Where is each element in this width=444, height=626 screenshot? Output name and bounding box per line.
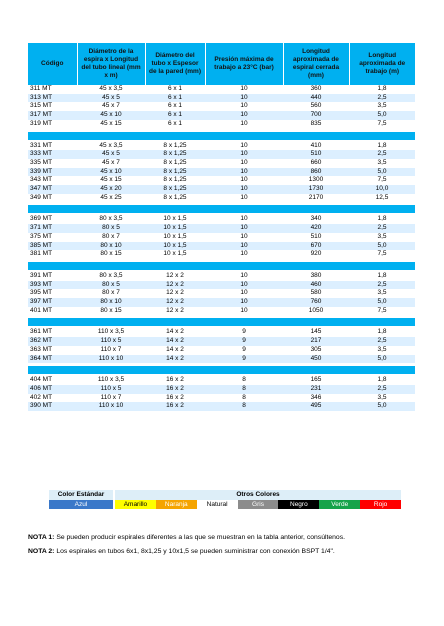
cell-code: 362 MT (28, 337, 77, 346)
table-row (28, 337, 415, 346)
table-row (28, 111, 415, 120)
cell-tube-diameter-wall: 16 x 2 (145, 376, 205, 385)
other-colors-title: Otros Colores (115, 490, 401, 500)
table-row (28, 281, 415, 290)
cell-code: 404 MT (28, 376, 77, 385)
table-row (28, 394, 415, 403)
cell-coil-diameter-length: 45 x 5 (77, 94, 145, 103)
cell-code: 331 MT (28, 142, 77, 151)
cell-working-length: 3,5 (349, 159, 415, 168)
cell-coil-diameter-length: 45 x 20 (77, 185, 145, 194)
cell-coil-diameter-length: 45 x 5 (77, 150, 145, 159)
cell-coil-diameter-length: 45 x 10 (77, 111, 145, 120)
cell-coil-diameter-length: 80 x 10 (77, 298, 145, 307)
table-row (28, 289, 415, 298)
note-2 (28, 547, 335, 556)
table-row (28, 176, 415, 185)
group-separator (28, 366, 415, 374)
table-row (28, 185, 415, 194)
table-row (28, 168, 415, 177)
group-separator (28, 205, 415, 213)
cell-max-pressure: 8 (205, 394, 283, 403)
table-row (28, 307, 415, 316)
cell-tube-diameter-wall: 14 x 2 (145, 355, 205, 364)
cell-coil-diameter-length: 80 x 3,5 (77, 272, 145, 281)
cell-max-pressure: 10 (205, 111, 283, 120)
table-row (28, 242, 415, 251)
cell-code: 371 MT (28, 224, 77, 233)
cell-working-length: 7,5 (349, 307, 415, 316)
cell-tube-diameter-wall: 6 x 1 (145, 94, 205, 103)
color-swatch-rojo: Rojo (360, 500, 401, 509)
cell-closed-length: 660 (283, 159, 349, 168)
cell-closed-length: 410 (283, 142, 349, 151)
cell-coil-diameter-length: 80 x 10 (77, 242, 145, 251)
cell-coil-diameter-length: 110 x 3,5 (77, 328, 145, 337)
cell-closed-length: 1300 (283, 176, 349, 185)
table-row (28, 402, 415, 411)
cell-tube-diameter-wall: 14 x 2 (145, 346, 205, 355)
table-row (28, 233, 415, 242)
cell-coil-diameter-length: 45 x 15 (77, 120, 145, 129)
color-swatch-gris: Gris (238, 500, 279, 509)
cell-coil-diameter-length: 80 x 3,5 (77, 215, 145, 224)
separator-band (28, 205, 415, 213)
table-body (28, 85, 415, 411)
cell-working-length: 2,5 (349, 94, 415, 103)
cell-max-pressure: 10 (205, 307, 283, 316)
table-row (28, 85, 415, 94)
cell-working-length: 2,5 (349, 224, 415, 233)
cell-closed-length: 920 (283, 250, 349, 259)
cell-tube-diameter-wall: 10 x 1,5 (145, 233, 205, 242)
table-row (28, 194, 415, 203)
cell-code: 333 MT (28, 150, 77, 159)
cell-max-pressure: 10 (205, 233, 283, 242)
cell-closed-length: 860 (283, 168, 349, 177)
cell-coil-diameter-length: 110 x 5 (77, 385, 145, 394)
cell-working-length: 7,5 (349, 176, 415, 185)
cell-closed-length: 760 (283, 298, 349, 307)
cell-closed-length: 145 (283, 328, 349, 337)
cell-working-length: 2,5 (349, 150, 415, 159)
cell-max-pressure: 10 (205, 176, 283, 185)
cell-code: 381 MT (28, 250, 77, 259)
cell-code: 315 MT (28, 102, 77, 111)
cell-tube-diameter-wall: 12 x 2 (145, 307, 205, 316)
cell-working-length: 3,5 (349, 289, 415, 298)
cell-closed-length: 217 (283, 337, 349, 346)
cell-coil-diameter-length: 110 x 10 (77, 355, 145, 364)
cell-coil-diameter-length: 80 x 5 (77, 281, 145, 290)
cell-tube-diameter-wall: 12 x 2 (145, 298, 205, 307)
cell-tube-diameter-wall: 16 x 2 (145, 402, 205, 411)
separator-band (28, 366, 415, 374)
cell-max-pressure: 10 (205, 85, 283, 94)
cell-closed-length: 700 (283, 111, 349, 120)
cell-coil-diameter-length: 110 x 7 (77, 346, 145, 355)
cell-closed-length: 835 (283, 120, 349, 129)
cell-max-pressure: 10 (205, 94, 283, 103)
cell-code: 339 MT (28, 168, 77, 177)
cell-closed-length: 580 (283, 289, 349, 298)
cell-tube-diameter-wall: 8 x 1,25 (145, 185, 205, 194)
table-row (28, 376, 415, 385)
cell-max-pressure: 10 (205, 298, 283, 307)
table-row (28, 159, 415, 168)
cell-code: 402 MT (28, 394, 77, 403)
cell-closed-length: 510 (283, 150, 349, 159)
cell-working-length: 3,5 (349, 346, 415, 355)
cell-coil-diameter-length: 110 x 7 (77, 394, 145, 403)
other-colors-swatches (115, 500, 401, 509)
cell-tube-diameter-wall: 14 x 2 (145, 337, 205, 346)
group-separator (28, 262, 415, 270)
cell-coil-diameter-length: 110 x 5 (77, 337, 145, 346)
cell-max-pressure: 10 (205, 242, 283, 251)
cell-max-pressure: 10 (205, 194, 283, 203)
cell-working-length: 12,5 (349, 194, 415, 203)
cell-coil-diameter-length: 110 x 3,5 (77, 376, 145, 385)
cell-coil-diameter-length: 80 x 15 (77, 250, 145, 259)
cell-tube-diameter-wall: 10 x 1,5 (145, 215, 205, 224)
cell-working-length: 2,5 (349, 337, 415, 346)
cell-closed-length: 1050 (283, 307, 349, 316)
table-row (28, 355, 415, 364)
cell-closed-length: 495 (283, 402, 349, 411)
cell-tube-diameter-wall: 6 x 1 (145, 85, 205, 94)
table-row (28, 328, 415, 337)
cell-code: 385 MT (28, 242, 77, 251)
table-row (28, 215, 415, 224)
cell-code: 319 MT (28, 120, 77, 129)
cell-working-length: 1,8 (349, 85, 415, 94)
cell-closed-length: 231 (283, 385, 349, 394)
cell-code: 393 MT (28, 281, 77, 290)
cell-coil-diameter-length: 45 x 3,5 (77, 142, 145, 151)
cell-closed-length: 450 (283, 355, 349, 364)
cell-code: 390 MT (28, 402, 77, 411)
cell-tube-diameter-wall: 16 x 2 (145, 394, 205, 403)
group-separator (28, 132, 415, 140)
cell-code: 401 MT (28, 307, 77, 316)
cell-working-length: 5,0 (349, 355, 415, 364)
cell-code: 369 MT (28, 215, 77, 224)
color-legend (49, 490, 401, 510)
cell-code: 395 MT (28, 289, 77, 298)
cell-max-pressure: 10 (205, 102, 283, 111)
cell-coil-diameter-length: 80 x 7 (77, 289, 145, 298)
cell-max-pressure: 10 (205, 215, 283, 224)
group-separator (28, 318, 415, 326)
cell-working-length: 2,5 (349, 281, 415, 290)
cell-tube-diameter-wall: 8 x 1,25 (145, 176, 205, 185)
cell-closed-length: 670 (283, 242, 349, 251)
color-swatch-verde: Verde (319, 500, 360, 509)
cell-code: 317 MT (28, 111, 77, 120)
color-swatch-natural: Natural (197, 500, 238, 509)
table-row (28, 94, 415, 103)
cell-coil-diameter-length: 45 x 7 (77, 102, 145, 111)
cell-working-length: 1,8 (349, 272, 415, 281)
cell-coil-diameter-length: 110 x 10 (77, 402, 145, 411)
cell-code: 343 MT (28, 176, 77, 185)
note-1 (28, 533, 345, 542)
cell-tube-diameter-wall: 6 x 1 (145, 111, 205, 120)
cell-working-length: 7,5 (349, 250, 415, 259)
cell-max-pressure: 8 (205, 402, 283, 411)
table-row (28, 250, 415, 259)
table-row (28, 102, 415, 111)
spiral-spec-table (28, 43, 415, 411)
cell-max-pressure: 10 (205, 281, 283, 290)
cell-tube-diameter-wall: 12 x 2 (145, 281, 205, 290)
cell-max-pressure: 8 (205, 385, 283, 394)
cell-working-length: 5,0 (349, 298, 415, 307)
cell-max-pressure: 10 (205, 289, 283, 298)
cell-closed-length: 165 (283, 376, 349, 385)
cell-code: 375 MT (28, 233, 77, 242)
separator-band (28, 318, 415, 326)
cell-coil-diameter-length: 45 x 15 (77, 176, 145, 185)
cell-tube-diameter-wall: 8 x 1,25 (145, 194, 205, 203)
table-header (28, 43, 415, 85)
cell-code: 391 MT (28, 272, 77, 281)
cell-code: 311 MT (28, 85, 77, 94)
cell-closed-length: 380 (283, 272, 349, 281)
standard-color-swatch: Azul (49, 500, 113, 509)
cell-code: 363 MT (28, 346, 77, 355)
cell-tube-diameter-wall: 14 x 2 (145, 328, 205, 337)
cell-max-pressure: 10 (205, 159, 283, 168)
header-code: Código (28, 43, 77, 85)
cell-code: 406 MT (28, 385, 77, 394)
cell-tube-diameter-wall: 16 x 2 (145, 385, 205, 394)
standard-color-title: Color Estándar (49, 490, 113, 500)
cell-closed-length: 440 (283, 94, 349, 103)
cell-code: 313 MT (28, 94, 77, 103)
cell-tube-diameter-wall: 12 x 2 (145, 272, 205, 281)
table-row (28, 346, 415, 355)
header-tube-diameter-wall: Diámetro del tubo x Espesor de la pared (mm) (145, 43, 205, 85)
cell-closed-length: 305 (283, 346, 349, 355)
cell-working-length: 5,0 (349, 111, 415, 120)
cell-code: 335 MT (28, 159, 77, 168)
cell-working-length: 1,8 (349, 142, 415, 151)
cell-working-length: 5,0 (349, 402, 415, 411)
cell-max-pressure: 10 (205, 120, 283, 129)
cell-tube-diameter-wall: 8 x 1,25 (145, 142, 205, 151)
cell-code: 397 MT (28, 298, 77, 307)
cell-max-pressure: 10 (205, 142, 283, 151)
cell-tube-diameter-wall: 6 x 1 (145, 102, 205, 111)
color-swatch-naranja: Naranja (156, 500, 197, 509)
cell-coil-diameter-length: 80 x 5 (77, 224, 145, 233)
cell-working-length: 5,0 (349, 242, 415, 251)
cell-coil-diameter-length: 45 x 7 (77, 159, 145, 168)
cell-working-length: 2,5 (349, 385, 415, 394)
separator-band (28, 262, 415, 270)
cell-working-length: 1,8 (349, 215, 415, 224)
cell-max-pressure: 9 (205, 346, 283, 355)
cell-max-pressure: 9 (205, 337, 283, 346)
header-max-pressure: Presión máxima de trabajo a 23°C (bar) (205, 43, 283, 85)
note-1-text: Se pueden producir espirales diferentes a las que se muestran en la tabla anterior, consúltenos. (54, 534, 345, 541)
cell-max-pressure: 9 (205, 328, 283, 337)
cell-tube-diameter-wall: 10 x 1,5 (145, 250, 205, 259)
cell-closed-length: 360 (283, 85, 349, 94)
cell-code: 349 MT (28, 194, 77, 203)
cell-working-length: 5,0 (349, 168, 415, 177)
cell-tube-diameter-wall: 6 x 1 (145, 120, 205, 129)
cell-closed-length: 460 (283, 281, 349, 290)
cell-tube-diameter-wall: 12 x 2 (145, 289, 205, 298)
cell-closed-length: 346 (283, 394, 349, 403)
cell-closed-length: 560 (283, 102, 349, 111)
note-1-label: NOTA 1: (28, 534, 55, 541)
cell-tube-diameter-wall: 8 x 1,25 (145, 168, 205, 177)
cell-closed-length: 510 (283, 233, 349, 242)
cell-code: 347 MT (28, 185, 77, 194)
cell-max-pressure: 9 (205, 355, 283, 364)
header-coil-diameter-length: Diámetro de la espira x Longitud del tubo lineal (mm x m) (77, 43, 145, 85)
separator-band (28, 132, 415, 140)
cell-working-length: 3,5 (349, 233, 415, 242)
table-row (28, 298, 415, 307)
cell-max-pressure: 10 (205, 185, 283, 194)
cell-closed-length: 2170 (283, 194, 349, 203)
cell-working-length: 10,0 (349, 185, 415, 194)
table-row (28, 142, 415, 151)
cell-working-length: 3,5 (349, 394, 415, 403)
header-closed-length: Longitud aproximada de espiral cerrada (mm) (283, 43, 349, 85)
cell-tube-diameter-wall: 8 x 1,25 (145, 159, 205, 168)
cell-working-length: 1,8 (349, 376, 415, 385)
cell-tube-diameter-wall: 8 x 1,25 (145, 150, 205, 159)
table-row (28, 272, 415, 281)
table-row (28, 120, 415, 129)
table-row (28, 385, 415, 394)
header-working-length: Longitud aproximada de trabajo (m) (349, 43, 415, 85)
cell-tube-diameter-wall: 10 x 1,5 (145, 242, 205, 251)
cell-max-pressure: 10 (205, 150, 283, 159)
cell-coil-diameter-length: 80 x 7 (77, 233, 145, 242)
cell-working-length: 7,5 (349, 120, 415, 129)
cell-coil-diameter-length: 45 x 3,5 (77, 85, 145, 94)
cell-closed-length: 340 (283, 215, 349, 224)
table-row (28, 150, 415, 159)
cell-working-length: 3,5 (349, 102, 415, 111)
color-swatch-negro: Negro (278, 500, 319, 509)
cell-code: 364 MT (28, 355, 77, 364)
cell-code: 361 MT (28, 328, 77, 337)
cell-max-pressure: 10 (205, 250, 283, 259)
cell-max-pressure: 10 (205, 224, 283, 233)
note-2-text: Los espirales en tubos 6x1, 8x1,25 y 10x1,5 se pueden suministrar con conexión BSPT 1/4". (54, 548, 335, 555)
cell-max-pressure: 10 (205, 168, 283, 177)
cell-coil-diameter-length: 80 x 15 (77, 307, 145, 316)
cell-tube-diameter-wall: 10 x 1,5 (145, 224, 205, 233)
cell-coil-diameter-length: 45 x 25 (77, 194, 145, 203)
cell-working-length: 1,8 (349, 328, 415, 337)
table-row (28, 224, 415, 233)
cell-max-pressure: 8 (205, 376, 283, 385)
color-swatch-amarillo: Amarillo (115, 500, 156, 509)
cell-closed-length: 420 (283, 224, 349, 233)
cell-coil-diameter-length: 45 x 10 (77, 168, 145, 177)
cell-closed-length: 1730 (283, 185, 349, 194)
cell-max-pressure: 10 (205, 272, 283, 281)
note-2-label: NOTA 2: (28, 548, 55, 555)
